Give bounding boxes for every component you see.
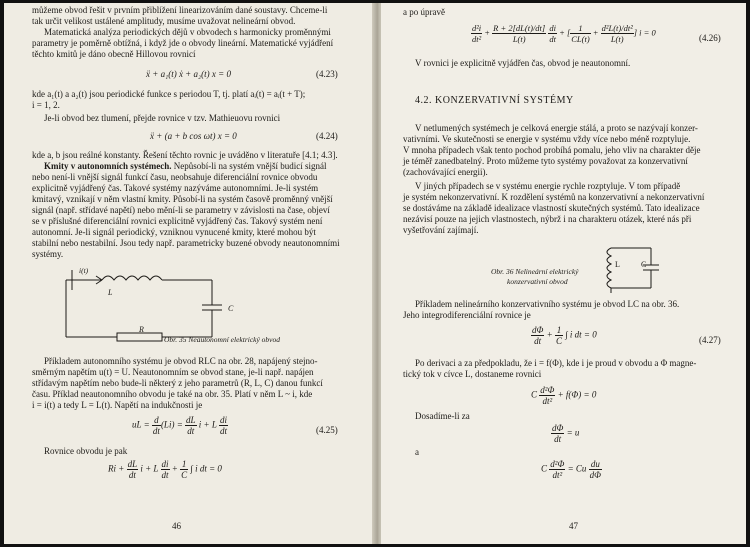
text-line: parametry je poměrně obtížná, i když jde o obvody lineární. Matematické vyjádření bbox=[32, 38, 334, 48]
equation-4-27: $\frac{d\Phi}{dt}$ + $\frac{1}{C}$ ∫ i dt = 0 bbox=[532, 325, 597, 346]
text-line: stabilní nebo nestabilní. Jsou tedy např. parametricky buzené obvody neautonomními bbox=[32, 238, 340, 248]
equation-circuit: Ri + $\frac{dL}{dt}$ i + L $\frac{di}{dt}$ + $\frac{1}{C}$ ∫ i dt = 0 bbox=[108, 459, 222, 480]
text-line: Příkladem autonomního systému je obvod RLC na obr. 28, napájený stejno- bbox=[44, 356, 318, 366]
figure-label-R: R bbox=[139, 325, 144, 334]
section-heading: 4.2. KONZERVATIVNÍ SYSTÉMY bbox=[415, 95, 574, 106]
text-line: je systém nekonzervativní. K rozdělení systémů na konzervativní a nekonzervativní bbox=[403, 192, 705, 202]
text-line: kde a₁(t) a a₂(t) jsou periodické funkce s periodou T, tj. platí aᵢ(t) = aᵢ(t + T); bbox=[32, 89, 306, 99]
text-line bbox=[44, 161, 326, 172]
text-line: a bbox=[415, 447, 419, 457]
text-line: a po úpravě bbox=[403, 7, 445, 17]
equation-number: (4.25) bbox=[316, 425, 338, 435]
paragraph-heading: Kmity v autonomních systémech. bbox=[44, 161, 172, 171]
text-line: Dosadíme-li za bbox=[415, 411, 470, 421]
equation-4-25: uL = $\frac{d}{dt}$ (Li) = $\frac{dL}{dt}$ i + L $\frac{di}{dt}$ bbox=[132, 415, 227, 436]
text-line: Jeho integrodiferenciální rovnice je bbox=[403, 310, 531, 320]
figure-label-C: C bbox=[228, 304, 234, 313]
text-line: těchto kmitů je dáno obecně Hillovou rovnicí bbox=[32, 49, 196, 59]
text-line: času. Příklad neautonomního obvodu je také na obr. 35. Platí v něm L ~ i, kde bbox=[32, 389, 313, 399]
text-line: explicitně vyjádřený čas. Takové systémy nazýváme autonomními. Je-li systém bbox=[32, 183, 319, 193]
text-line: V rovnici je explicitně vyjádřen čas, obvod je neautonomní. bbox=[415, 58, 631, 68]
page-number: 46 bbox=[172, 521, 181, 531]
equation-lhs: uL = bbox=[132, 419, 150, 430]
right-page bbox=[381, 3, 746, 544]
figure-35-caption: Obr. 35 Neautonomní elektrický obvod bbox=[164, 335, 281, 344]
equation-number: (4.26) bbox=[699, 33, 721, 43]
figure-36-circuit bbox=[591, 243, 671, 293]
text-line: V netlumených systémech je celková energie stálá, a proto se nazývají konzer- bbox=[415, 123, 698, 133]
text-line: tak určit velikost ustálené amplitudy, musíme uvažovat nelineární obvod. bbox=[32, 16, 296, 26]
equation-4-24: ẍ + (a + b cos ωt) x = 0 bbox=[150, 131, 237, 141]
equation-second-order: C $\frac{\text{d²Φ}}{\text{dt²}}$ + f(Φ) = 0 bbox=[531, 385, 597, 406]
text-line: systémy. bbox=[32, 249, 64, 259]
text-line: směrným napětím u(t) = U. Neautonomním se obvod stane, je-li např. napájen bbox=[32, 367, 314, 377]
figure-label-L: L bbox=[615, 260, 620, 269]
text-fragment: Nepůsobí-li na systém vnější budicí signál bbox=[173, 161, 327, 171]
text-line: autonomní. Je-li signál periodický, vzniknou vynucené kmity, které mohou být bbox=[32, 227, 316, 237]
text-line: je téměř zanedbatelný. Proto můžeme tyto systémy považovat za konzervativní bbox=[403, 156, 688, 166]
equation-number: (4.24) bbox=[316, 131, 338, 141]
text-line: Po derivaci a za předpokladu, že i = f(Φ), kde i je proud v obvodu a Φ magne- bbox=[415, 358, 697, 368]
text-line: i = 1, 2. bbox=[32, 100, 60, 110]
text-line: kmitavý, vznikají v něm vlastní kmity. Působí-li na systém časově proměnný vnější bbox=[32, 194, 333, 204]
text-line: (zachovávající energii). bbox=[403, 167, 488, 177]
equation-4-26: $\frac{\text{d²i}}{\text{dt²}}$ + $\frac{R + 2[dL(t)/dt]}{L(t)}$ $\frac{di}{dt}$ + [ $\frac{1}{CL(t)}$ + $\frac{\text{d²L(t)/dt²}}{L(t)}$ ] i = 0 bbox=[472, 23, 656, 44]
text-line: nezávisí pouze na jejich vlastnostech, nýbrž i na charakteru otázek, které nás při bbox=[403, 214, 692, 224]
text-line: tický tok v cívce L, dostaneme rovnici bbox=[403, 369, 542, 379]
text-line: signál (např. střídavé napětí) nebo mění-li se parametry v závislosti na čase, objeví bbox=[32, 205, 330, 215]
text-line: Je-li obvod bez tlumení, přejde rovnice v tzv. Mathieuovu rovnici bbox=[44, 113, 281, 123]
text-line: se v příslušné diferenciální rovnici explicitně vyjádřený čas. Takový systém není bbox=[32, 216, 323, 226]
equation-substitution-du: C $\frac{\text{d²Φ}}{\text{dt²}}$ = Cu $\frac{du}{d\Phi}$ bbox=[541, 459, 602, 480]
text-line: Příkladem nelineárního konzervativního systému je obvod LC na obr. 36. bbox=[415, 299, 680, 309]
book-spread bbox=[4, 3, 746, 544]
equation-4-23: ẍ + a₁(t) ẋ + a₂(t) x = 0 bbox=[146, 69, 231, 79]
text-line: kde a, b jsou reálné konstanty. Řešení těchto rovnic je uváděno v literatuře [4.1; 4.3]. bbox=[32, 150, 338, 160]
text-line: se dostáváme na základě idealizace vlastností skutečných systémů. Tato idealizace bbox=[403, 203, 700, 213]
text-line: střídavým napětím nebo bude-li některý z jeho parametrů (R, L, C) danou funkcí bbox=[32, 378, 323, 388]
text-line: V jiných případech se v systému energie rychle rozptyluje. V tom případě bbox=[415, 181, 681, 191]
figure-36-caption: Obr. 36 Nelineární elektrický bbox=[491, 267, 579, 276]
page-number: 47 bbox=[569, 521, 578, 531]
figure-label-i: i(t) bbox=[79, 266, 89, 275]
text-line: V mnoha případech však tento pochod probíhá pomalu, jeho vliv na charakter děje bbox=[403, 145, 701, 155]
figure-label-L: L bbox=[108, 288, 113, 297]
equation-number: (4.23) bbox=[316, 69, 338, 79]
text-line: Rovnice obvodu je pak bbox=[44, 446, 128, 456]
left-page bbox=[4, 3, 376, 544]
text-line: vativními. Ve skutečnosti se energie v systému vždy více nebo méně rozptyluje. bbox=[403, 134, 691, 144]
figure-36-caption: konzervativní obvod bbox=[507, 277, 568, 286]
equation-substitution-u: $\frac{d\Phi}{dt}$ = u bbox=[552, 423, 580, 444]
text-line: vyšetřování zajímají. bbox=[403, 225, 479, 235]
text-line: Matematická analýza periodických dějů v obvodech s harmonicky proměnnými bbox=[44, 27, 331, 37]
text-line: můžeme obvod řešit v prvním přiblížení linearizováním dané soustavy. Chceme-li bbox=[32, 5, 328, 15]
equation-number: (4.27) bbox=[699, 335, 721, 345]
figure-label-C: C bbox=[641, 260, 647, 269]
text-line: nebo není-li vnější signál funkcí času, neobsahuje diferenciální rovnice obvodu bbox=[32, 172, 318, 182]
text-line: i = i(t) a tedy L = L(t). Napětí na indukčnosti je bbox=[32, 400, 203, 410]
